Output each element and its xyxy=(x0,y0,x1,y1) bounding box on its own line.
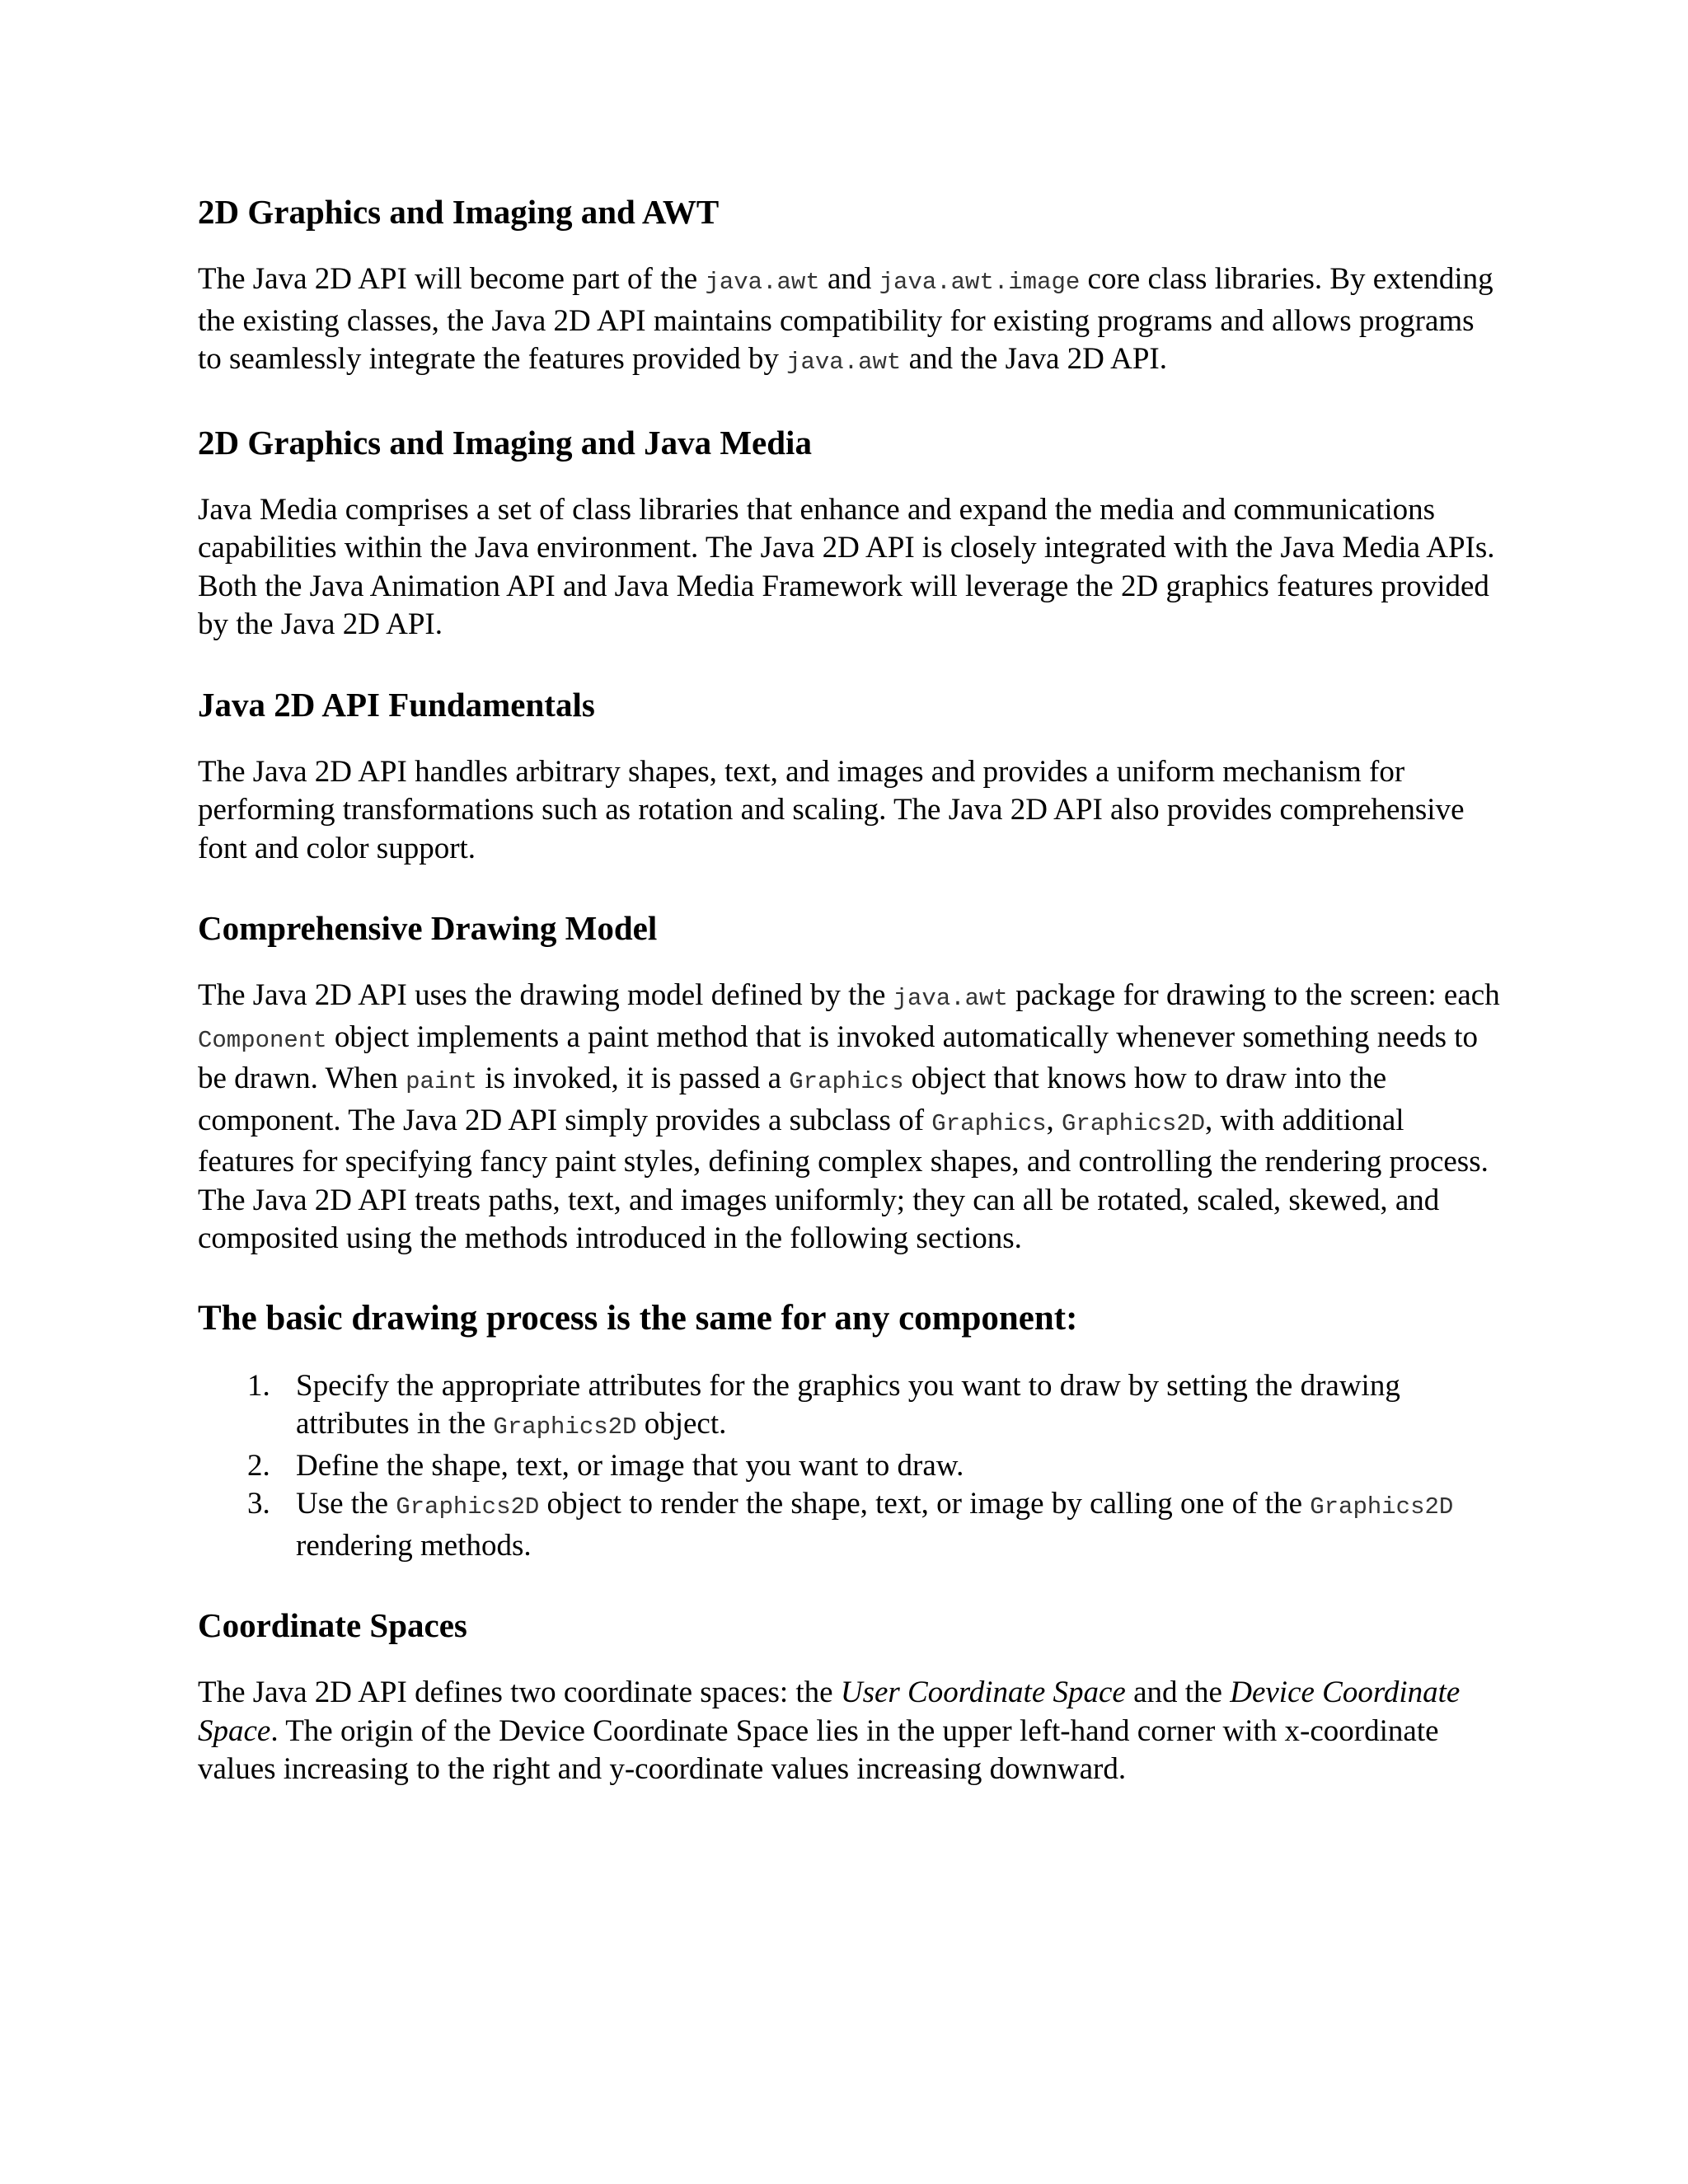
list-item: 2. Define the shape, text, or image that you want to draw. xyxy=(198,1447,1500,1486)
heading-java-media: 2D Graphics and Imaging and Java Media xyxy=(198,423,812,462)
code-graphics2d: Graphics2D xyxy=(1310,1493,1454,1521)
code-graphics2d: Graphics2D xyxy=(1062,1109,1206,1137)
paragraph-awt: The Java 2D API will become part of the java.awt and java.awt.image core class libraries. By extending the existing classes, the Java 2D API maintains compatibility for existing programs and allows programs to seamlessly integrate the features provided by java.awt and the Java 2D API. xyxy=(198,262,1493,376)
code-graphics: Graphics xyxy=(931,1109,1047,1137)
drawing-steps-list xyxy=(198,1367,1500,1566)
code-java-awt: java.awt xyxy=(893,985,1008,1012)
list-number: 3. xyxy=(247,1487,270,1521)
list-number: 1. xyxy=(247,1368,270,1403)
heading-drawing-model: Comprehensive Drawing Model xyxy=(198,909,658,947)
heading-fundamentals: Java 2D API Fundamentals xyxy=(198,685,595,724)
code-paint: paint xyxy=(406,1068,478,1095)
paragraph-java-media: Java Media comprises a set of class libraries that enhance and expand the media and communications capabilities within the Java environment. The Java 2D API is closely integrated with the Java Media APIs. Both the Java Animation API and Java Media Framework will leverage the 2D graphics features provided by the Java 2D API. xyxy=(198,492,1495,641)
code-java-awt-image: java.awt.image xyxy=(879,269,1081,296)
paragraph-coordinate-spaces: The Java 2D API defines two coordinate spaces: the User Coordinate Space and the Device Coordinate Space. The origin of the Device Coordinate Space lies in the upper left-hand corner with x-coordinate values increasing to the right and y-coordinate values increasing downward. xyxy=(198,1675,1461,1786)
code-graphics2d: Graphics2D xyxy=(493,1413,637,1441)
list-item: 3. Use the Graphics2D object to render the shape, text, or image by calling one of the Graphics2D rendering methods. xyxy=(247,1487,1454,1563)
heading-drawing-process: The basic drawing process is the same for any component: xyxy=(198,1298,1078,1338)
heading-awt: 2D Graphics and Imaging and AWT xyxy=(198,193,720,231)
term-user-coordinate-space: User Coordinate Space xyxy=(840,1675,1126,1709)
document-page xyxy=(198,191,1500,1829)
code-graphics: Graphics xyxy=(789,1068,904,1095)
code-component: Component xyxy=(198,1026,327,1054)
paragraph-drawing-model: The Java 2D API uses the drawing model defined by the java.awt package for drawing to the screen: each Component object implements a paint method that is invoked automatically whenever something needs to be drawn. When paint is invoked, it is passed a Graphics object that knows how to draw into the component. The Java 2D API simply provides a subclass of Graphics, Graphics2D, with additional features for specifying fancy paint styles, defining complex shapes, and controlling the rendering process. The Java 2D API treats paths, text, and images uniformly; they can all be rotated, scaled, skewed, and composited using the methods introduced in the following sections. xyxy=(198,978,1500,1255)
term-device-coordinate-space: Device Coordinate Space xyxy=(198,1675,1461,1748)
list-item: 1. Specify the appropriate attributes for the graphics you want to draw by setting the drawing attributes in the Graphics2D object. xyxy=(247,1368,1400,1441)
code-java-awt: java.awt xyxy=(786,349,902,376)
heading-coordinate-spaces: Coordinate Spaces xyxy=(198,1606,467,1644)
code-java-awt: java.awt xyxy=(705,269,820,296)
list-number: 2. xyxy=(247,1448,270,1483)
code-graphics2d: Graphics2D xyxy=(396,1493,540,1521)
paragraph-fundamentals: The Java 2D API handles arbitrary shapes, text, and images and provides a uniform mechanism for performing transformations such as rotation and scaling. The Java 2D API also provides comprehensive font and color support. xyxy=(198,754,1465,865)
